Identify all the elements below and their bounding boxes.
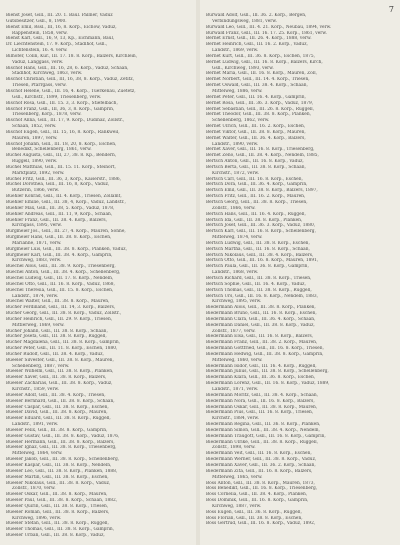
directory-entry: Buechel Anton, Gsll., III. 38. 4. Korp., Schellenberg, — [6, 270, 121, 276]
directory-entry: Bucher Ferdinand, Gsll., III. 14, 3. Korp., Balzers, — [6, 305, 116, 311]
directory-entry: Bernet Oswald, Gsll., III. 38. 4. Korp., Schaan, — [206, 83, 308, 89]
directory-entry: Butzerin, 1866, verw. — [12, 188, 60, 194]
directory-entry: Bernet Heinrich, Gsll., III. 16. 2. Korp., Vaduz, — [206, 42, 308, 48]
directory-entry: Boss Eugen, Gsll., III. 36. 8. Korp., Ruggell, — [206, 509, 302, 515]
directory-entry: Stadlhof, Kirchweg, 1863, verw. — [12, 71, 83, 77]
directory-entry: Benedikt, Schellenberg, 1861, verw. — [12, 147, 92, 153]
directory-entry: Burwald Leo, Gsll., III. 4. 21. Korp., Neubau, 1894, verw. — [206, 24, 332, 30]
directory-entry: Biedermann Regina, Gsll., III. 36. 8. Korp., Planken, — [206, 422, 321, 428]
directory-entry: Bertsch Richard, Gsll., III. 38. 8. Korp., Triesen, — [206, 275, 312, 281]
directory-entry: Boss Benedikt, Gsll., III. 16. 8. Korp., Triesenberg, — [206, 486, 318, 492]
column-gutter — [196, 0, 200, 545]
page-number: 7 — [388, 5, 394, 14]
directory-entry: Bertsch Nikolaus, Gsll., III. 38. 4. Korp., Balzers, — [206, 252, 314, 258]
directory-entry: Kirchstr., 1884, verw. — [212, 416, 260, 422]
directory-entry: Bueeler Zacharias, Gsll., III. 38. 8. Korp., Vaduz, — [6, 381, 113, 387]
directory-entry: Schellenberg, 1862, verw. — [212, 118, 270, 124]
directory-entry: Biedermann Daniel, Gsll., III. 38. 8. Korp., Vaduz, — [206, 322, 315, 328]
directory-entry: Buchel Augusta, Gsll., III, 27, 38. 8. Kp., Bendern, — [6, 153, 117, 159]
directory-entry: Zollstr., 1877, verw. — [212, 328, 256, 334]
directory-entry: Bischof Rosa, Gsll., III. 15. 3, 3. Korp., Stiefelbach, — [6, 100, 118, 106]
directory-entry: Bischof Anna, Gsll., III. 17, 9. Korp., Dudinaz, Zollstr., — [6, 118, 125, 124]
directory-entry: Bertsch Ida, Gsll., III. 38. 8. Korp., Planken, — [206, 217, 303, 223]
directory-entry: Bueeler Felix, Gsll., III. 38. 8. Korp., Gamprin, — [6, 427, 108, 433]
directory-entry: Kirchweg, 1896, verw. — [12, 515, 62, 521]
left-column — [6, 13, 192, 539]
directory-entry: Bueeler Urban, Gsll., III. 38. 8. Korp., Vaduz, — [6, 533, 105, 539]
directory-entry: Zollstr., 1870, verw. — [12, 486, 56, 492]
right-column — [206, 13, 392, 527]
directory-entry: Gutsbesitzer, Gsll., 8, 1900. — [6, 18, 67, 24]
directory-entry: Landstr., 1868, verw. — [212, 270, 259, 276]
directory-entry: Bilhofer, Colin, Kur., III. 17. 18. 8. Korp., Balzers, Kirchlein, — [6, 53, 138, 59]
directory-entry: Bernet Zeno, Gsll., III. 38. 4. Korp., Nendeln, 1885, — [206, 153, 319, 159]
directory-entry: Bueeler Wilhelm, Gsll., III. 38. 8. Korp., Planken, — [6, 369, 114, 375]
directory-entry: Bernet Kurt, Gsll., III. 36. 8. Korp., Eschen, 1875, — [206, 53, 316, 59]
directory-entry: Boss Cornelia, Gsll., III. 38. 4. Korp., Planken, — [206, 492, 308, 498]
directory-entry: Burgmeier Hans, Gsll., III. 38. 8. Korp., Eschen, — [6, 235, 112, 241]
directory-entry: Marianne, 1871, verw. — [12, 240, 62, 246]
directory-entry: Bischof Christian, Gsll., III, 16, 38, 8. Korp., Vaduz, Zetitz, — [6, 77, 135, 83]
directory-entry: Bucher Heinrich, Gsll., III. 29. 9. Korp., Triesen, — [6, 316, 113, 322]
directory-entry: Bueeler Roman, Gsll., III. 38. 8. Korp., Balzers, — [6, 509, 110, 515]
directory-entry: Bueeler Bernhard, Gsll., III. 38. 8. Korp., Schaan, — [6, 398, 115, 404]
directory-entry: Bertsch Anton, Gsll., III. 16. 8. Korp., Vaduz, — [206, 159, 304, 165]
directory-entry: Mittelweg, 1886, verw. — [212, 88, 263, 94]
directory-entry: Buchel Matthias, Gsll., III. 15. 11. Korp., Steinort, — [6, 164, 116, 170]
directory-entry: Schellenberg, 1887, verw. — [12, 363, 70, 369]
directory-entry: Buehler Max, Gsll., III. 38, 5. Korp., Vaduz, 1878, — [6, 205, 115, 211]
directory-entry: Boss Anton, Gsll., III. 38. 8. Korp., Mauren, 1873, — [206, 480, 315, 486]
directory-entry: Bischof Franz, Gsll., III, 36, 3, 8. Korp., Gamprin, — [6, 106, 115, 112]
directory-entry: Landstr., 1891, verw. — [12, 422, 59, 428]
directory-entry: Buechel Alois, Gsll., III. 38. 9. Korp., Triesenberg, — [6, 264, 116, 270]
directory-entry: Buehler Emilie, Gsll., III. 38, 4, Korp., Vaduz, Landstr., — [6, 200, 126, 205]
directory-entry: Buechel Theresia, Gsll., III. 15. 8. Korp., Eschen, — [6, 287, 114, 293]
directory-entry: Bertsch Urs, Gsll., III. 16. 8. Korp., Nendeln, 1883, — [206, 293, 318, 299]
directory-entry: Buchel Fritz, Gsll., III. 36, 3, Korp., Kaiserstr., 1886, — [6, 176, 122, 182]
directory-entry: Bueeler Thomas, Gsll., III. 38. 8. Korp., Gamprin, — [6, 527, 115, 533]
directory-entry: Kirchstr., 1859, verw. — [12, 387, 60, 392]
directory-entry: Kirchweg, 1895, verw. — [212, 299, 262, 305]
directory-entry: Bernet Ulrich, Gsll., III. 16. 2. Korp., Eschen, — [206, 124, 306, 130]
directory-entry: Bernet Ludwig, Gsll., III. 16. 8. Korp., Balzers, Kirch, — [206, 59, 323, 65]
directory-entry: Landstr., 1869, verw. — [212, 48, 259, 54]
directory-entry: Bueeler Hermann, Gsll., III. 38. 8. Korp., Balzers, — [6, 439, 115, 445]
directory-entry: Zollstr., 1898, verw. — [212, 445, 256, 451]
directory-entry: Landstr., 1890, verw. — [212, 141, 259, 147]
directory-entry: Dr. Liechtenstein, 17. 9. Korp., Stadlhof, Gsll., — [6, 42, 108, 48]
directory-entry: Bueeler Jakob, Gsll., III. 38. 8. Korp., Schellenberg, — [6, 457, 120, 463]
directory-entry: Biedermann Simon, Gsll., III. 38. 4. Korp., Nendeln, — [206, 427, 320, 433]
directory-entry: Biedermann Traugott, Gsll., III. 16. 8. Korp., Gamprin, — [206, 433, 326, 439]
directory-entry: Burwald Franz, Gsll., III. 16. 17. 25. Korp., 1861, verw. — [206, 30, 327, 36]
directory-entry: Buechel Otto, Gsll., III. 16. 8. Korp., Vaduz, 1868, — [6, 281, 115, 287]
directory-entry: Biedermann Franz, Gsll., III. 38. 2. Korp., Mauren, — [206, 340, 318, 346]
directory-entry: Bueeler Xaver, Gsll., III. 38. 8. Korp., Balzers, — [6, 375, 107, 381]
directory-entry: Bertsch Dora, Gsll., III. 36. 4. Korp., Gamprin, — [206, 182, 308, 188]
directory-entry: Bischof Eugen, Gsll., III. 15, 16, 8. Korp., Rankweil, — [6, 129, 120, 135]
directory-entry: Rappenstein, 1858, verw. — [12, 30, 68, 36]
directory-entry: Bertsch Carl, Gsll., III. 16. 8. Korp., Eschen, — [206, 176, 303, 182]
directory-entry: Biedermann Pius, Gsll., III. 16. 8. Korp., Triesen, — [206, 410, 314, 416]
directory-entry: Verbindungsweg, 1881, verw. — [212, 18, 277, 24]
directory-entry: Bueeler Gustav, Gsll., III. 38. 8. Korp., Vaduz, 1876, — [6, 433, 120, 439]
directory-entry: Bertsch Hans, Gsll., III. 16. 4. Korp., Ruggell, — [206, 211, 306, 217]
directory-entry: Bernet Sebastian, Gsll., III. 26. 8. Korp., Ruggell, — [206, 106, 315, 112]
directory-entry: Bienst Josef, Gsll., III. 20. 1. Baul. Pallner, Vaduz — [6, 13, 113, 18]
directory-entry: Buechel Walter, Gsll., III. 38. 8. Korp., Mauren, — [6, 299, 110, 305]
directory-entry: Bucher Josefa, Gsll., III. 38. 8. Korp., Ruggell, — [6, 334, 107, 340]
directory-entry: Gsll., Kirchstr., 1899, Triesenberg, verw. — [12, 94, 102, 100]
directory-entry: Biedermann Xaver, Gsll., III. 36. 2. Korp., Schaan, — [206, 462, 316, 468]
directory-entry: Zollstr., 1866, verw. — [212, 205, 256, 211]
directory-entry: Buehler Franz, Gsll., III. 38. 4. Korp., Balzers, — [6, 217, 107, 223]
directory-entry: Boss Florian, Gsll., III. 38. 8. Korp., Eschen, — [206, 515, 303, 521]
directory-entry: Triesen, Pfarrgass, verw. — [12, 83, 67, 89]
directory-entry: Buehler Konrad, Gsll., III. 4. Korp., Triesen, Zollamt, — [6, 194, 122, 200]
directory-entry: Bienst Karl, Gsll., 16, 9, 13, Kp., Eichmann, Baul, — [6, 36, 115, 42]
directory-entry: Bischof Hans, Gsll., III. 16, 28, 6. Korp., Vaduz, Schaan, — [6, 65, 129, 71]
directory-entry: Bueeler Kaspar, Gsll., III. 38. 8. Korp., Nendeln, — [6, 462, 112, 468]
directory-entry: Boss Dominik, Gsll., III. 16. 8. Korp., Gamprin, — [206, 498, 309, 504]
directory-entry: Kirchweg, 1883, verw. — [12, 258, 62, 264]
directory-entry: Biedermann Isidor, Gsll., III. 16. 4. Korp., Ruggell, — [206, 363, 317, 369]
directory-entry: Bertsch Paula, Gsll., III. 36. 8. Korp., Gamprin, — [206, 264, 309, 270]
directory-entry: Vaduz, Langgass, verw. — [12, 59, 64, 65]
directory-entry: Marktplatz, 1892, verw. — [12, 170, 65, 176]
directory-entry: Bertsch Berta, Gsll., III. 38. 8. Korp., Schaan, — [206, 164, 306, 170]
directory-entry: Mittlerweg, 1869, verw. — [12, 322, 65, 328]
directory-entry: Bernet Rosa, Gsll., III. 36. 3. Korp., Vaduz, 1879, — [206, 100, 314, 106]
directory-entry: Bueeler Caspar, Gsll., III. 38. 8. Korp., Eschen, — [6, 404, 109, 410]
directory-entry: Bernet Norbert, Gsll., III. 14. 4. Korp., Triesen, — [206, 77, 310, 83]
directory-entry: Burgmeier Luis, Gsll., III. 38. 8. Korp., Planken, Vaduz, — [6, 246, 127, 252]
directory-entry: Bertsch Sophie, Gsll., III. 16. 4. Korp., Vaduz, — [206, 281, 306, 287]
directory-entry: Landstr., 1874, verw. — [12, 293, 59, 299]
directory-entry: Bernet Maria, Gsll., III. 16. 8. Korp., Mauren, Zoll, — [206, 71, 317, 77]
directory-entry: Biedermann Veit, Gsll., III. 16. 8. Korp., Eschen, — [206, 451, 312, 457]
directory-entry: Biedermann Bruno, Gsll., III. 16. 8. Korp., Eschen, — [206, 311, 317, 317]
directory-entry: Bienst Emil, Rssl., III, 16, 8. Korp., Eichow, Vaduz, — [6, 24, 117, 30]
directory-entry: Bucher Georg, Gsll., III. 38. 8. Korp., Vaduz, Zollstr., — [6, 311, 122, 317]
directory-entry: Schaan, 1852, verw. — [12, 124, 57, 130]
directory-entry: Mauren, 1897, verw. — [12, 135, 58, 141]
directory-entry: Biedermann Elsa, Gsll., III. 16. 8. Korp., Balzers, — [206, 334, 314, 340]
directory-entry: Biedermann Gottfried, Gsll., III. 16. 8. Korp., Triesen, — [206, 346, 324, 352]
directory-entry: Mittelweg, 1865, verw. — [212, 474, 263, 480]
directory-entry: Lichtenstein, 16. 4. verw. — [12, 48, 68, 54]
directory-entry: Mittelweg, 1864, verw. — [12, 451, 63, 457]
directory-entry: Mittelweg, 1874, verw. — [212, 235, 263, 241]
directory-entry: Bischof Helene, Gsll., III. 16, 4. Korp., Tuerkenau, Zuetetz, — [6, 88, 136, 94]
directory-entry: Bueeler Paul, Gsll., III. 38. 8. Korp., Schaan, 1882, — [6, 498, 118, 504]
directory-entry: Burgmeier Jos., Gsll., III. 27, 4. Korp., Mauren, Sonne, — [6, 229, 126, 235]
directory-entry: Mittelweg, 1860, verw. — [212, 357, 263, 363]
directory-entry: Bernet Theodor, Gsll., III. 38. 8. Korp., Planken, — [206, 112, 312, 118]
directory-entry: Biedermann Julius, Gsll., III. 38. 8. Korp., Schellenberg, — [206, 369, 329, 375]
directory-entry: Bucher Rudolf, Gsll., III. 38. 4. Korp., Vaduz, — [6, 351, 104, 357]
directory-entry: Biedermann Zita, Gsll., III. 16. 8. Korp., Balzers, — [206, 468, 313, 474]
directory-entry: Bertsch Fritz, Gsll., III. 16. 2. Korp., Mauren, — [206, 194, 306, 200]
directory-entry: Biedermann Oskar, Gsll., III. 38. 8. Korp., Mauren, — [206, 404, 318, 410]
directory-entry: Bertsch Thomas, Gsll., III. 38. 8. Korp., Ruggell, — [206, 287, 312, 293]
directory-entry: Biedermann Hedwig, Gsll., III. 38. 8. Korp., Gamprin, — [206, 351, 324, 357]
directory-entry: Biedermann Nora, Gsll., III. 16. 8. Korp., Balzers, — [206, 398, 315, 404]
directory-entry: Bernet Viktor, Gsll., III. 38. 8. Korp., Mauren, — [206, 129, 306, 135]
directory-entry: Buehler Andreas, Gsll., III. 11, 9, Korp., Schaan, — [6, 211, 113, 217]
directory-entry: Bueeler Martin, Gsll., III. 38. 8. Korp., Eschen, — [6, 474, 109, 480]
directory-entry: Bernet Walter, Gsll., III. 36. 4. Korp., Balzers, — [206, 135, 306, 141]
directory-entry: Bucher Johann, Gsll., III. 38. 8. Korp., Schaan, — [6, 328, 108, 334]
directory-entry: Bueeler Adolf, Gsll., III. 38. 4. Korp., Triesen, — [6, 392, 106, 398]
directory-entry: Kirchweg, 1887, verw. — [212, 503, 262, 509]
directory-entry: Bertsch Emil, Gsll., III. 38. 8. Korp., Balzers, 1897, — [206, 188, 318, 194]
directory-entry: Kirchstr., 1872, verw. — [212, 170, 260, 176]
directory-entry: Bertsch Martha, Gsll., III. 16. 8. Korp., Schaan, — [206, 246, 310, 252]
directory-entry: Buechel Ludwig, Gsll., III. 17. 8. Korp., Nendeln, — [6, 275, 114, 281]
directory-entry: Kirchgass, 1895, verw. — [12, 223, 62, 229]
directory-entry: Bueeler Stefan, Gsll., III. 38. 8. Korp., Ruggell, — [6, 521, 109, 527]
directory-entry: Bucher Peter, Gsll., III. 11. 8. Korp., Eschen, 1880, — [6, 346, 118, 352]
directory-entry: Gsll., Kirchweg, 1893, verw. — [212, 65, 274, 71]
directory-entry: Bueeler David, Gsll., III. 38. 8. Korp., Mauren, — [6, 410, 108, 416]
directory-entry: Bertsch Josef, Gsll., III. 36. 3. Korp., Vaduz, 1880, — [206, 223, 316, 229]
directory-entry: Burgmeier Karl, Gsll., III. 38. 4. Korp., Gamprin, — [6, 252, 113, 258]
directory-entry: Bernet Xaver, Gsll., III. 16. 8. Korp., Triesenberg, — [206, 147, 315, 153]
directory-entry: Bernet Peter, Gsll., III. 16. 4. Korp., Gamprin, — [206, 94, 306, 100]
directory-entry: Bertsch Ludwig, Gsll., III. 38. 8. Korp., Eschen, — [206, 240, 310, 246]
directory-entry: Bertsch Karl, Gsll., III. 16. 8. Korp., Schellenberg, — [206, 229, 316, 235]
directory-entry: Biedermann Ulrike, Gsll., III. 38. 8. Korp., Ruggell, — [206, 439, 319, 445]
directory-entry: Biedermann Alois, Gsll., III. 38. 8. Korp., Planken, — [206, 305, 316, 311]
directory-entry: Bertsch Georg, Gsll., III. 38. 8. Korp., Triesen, — [206, 200, 308, 205]
directory-entry: Biedermann Moritz, Gsll., III. 38. 4. Korp., Schaan, — [206, 392, 319, 398]
directory-entry: Burwald Adolf, Gsll., III. 36. 2. Korp., Bergen, — [206, 13, 307, 18]
directory-entry: Ruggell, 1890, verw. — [12, 159, 58, 165]
directory-entry: Bueeler Silvester, Gsll., III. 38. 8. Korp., Mauren, — [6, 357, 114, 363]
directory-entry: Bischof Johann, Gsll., III. 18, 20, 8. Korp., Eschen, — [6, 141, 117, 147]
directory-entry: Bertsch Otto, Gsll., III. 16. 8. Korp., Mauren, 1891, — [206, 258, 319, 264]
directory-entry: Landstr., 1871, verw. — [212, 387, 259, 392]
directory-entry: Bernet Ernst, Gsll., III. 26. 4. Korp., 1888, verw. — [206, 36, 312, 42]
directory-entry: Biedermann Klara, Gsll., III. 36. 8. Korp., Eschen, — [206, 375, 316, 381]
directory-entry: Biedermann Lorenz, Gsll., III. 16. 8. Korp., Vaduz, 1889, — [206, 381, 330, 387]
directory-entry: Buchel Dorothea, Gsll., III. 16, 8, Korp., Vaduz, — [6, 182, 110, 188]
directory-entry: Biedermann Werner, Gsll., III. 38. 8. Korp., Vaduz, — [206, 457, 317, 463]
directory-entry: Bueeler Eduard, Gsll., III. 38. 8. Korp., Ruggell, — [6, 416, 111, 422]
directory-entry: Bueeler Nikolaus, Gsll., III. 38. 8. Korp., Vaduz, — [6, 480, 111, 486]
directory-entry: Bueeler Oskar, Gsll., III. 38. 8. Korp., Mauren, — [6, 492, 108, 498]
directory-entry: Triesenberg, Korp., 1878, verw. — [12, 112, 82, 118]
directory-entry: Biedermann Clara, Gsll., III. 36. 4. Korp., Schaan, — [206, 316, 316, 322]
directory-entry: Bueeler Ignaz, Gsll., III. 38. 8. Korp., Triesenberg, — [6, 445, 117, 451]
directory-entry: Boss Gertrud, Gsll., III. 16. 8. Korp., Vaduz, 1892, — [206, 521, 316, 527]
directory-entry: Bueeler Leo, Gsll., III. 38. 8. Korp., Planken, 1888, — [6, 468, 118, 474]
directory-entry: Bucher Magdalena, Gsll., III. 38. 8. Korp., Gamprin, — [6, 340, 121, 346]
directory-entry: Bueeler Quirin, Gsll., III. 38. 8. Korp., Triesen, — [6, 503, 109, 509]
